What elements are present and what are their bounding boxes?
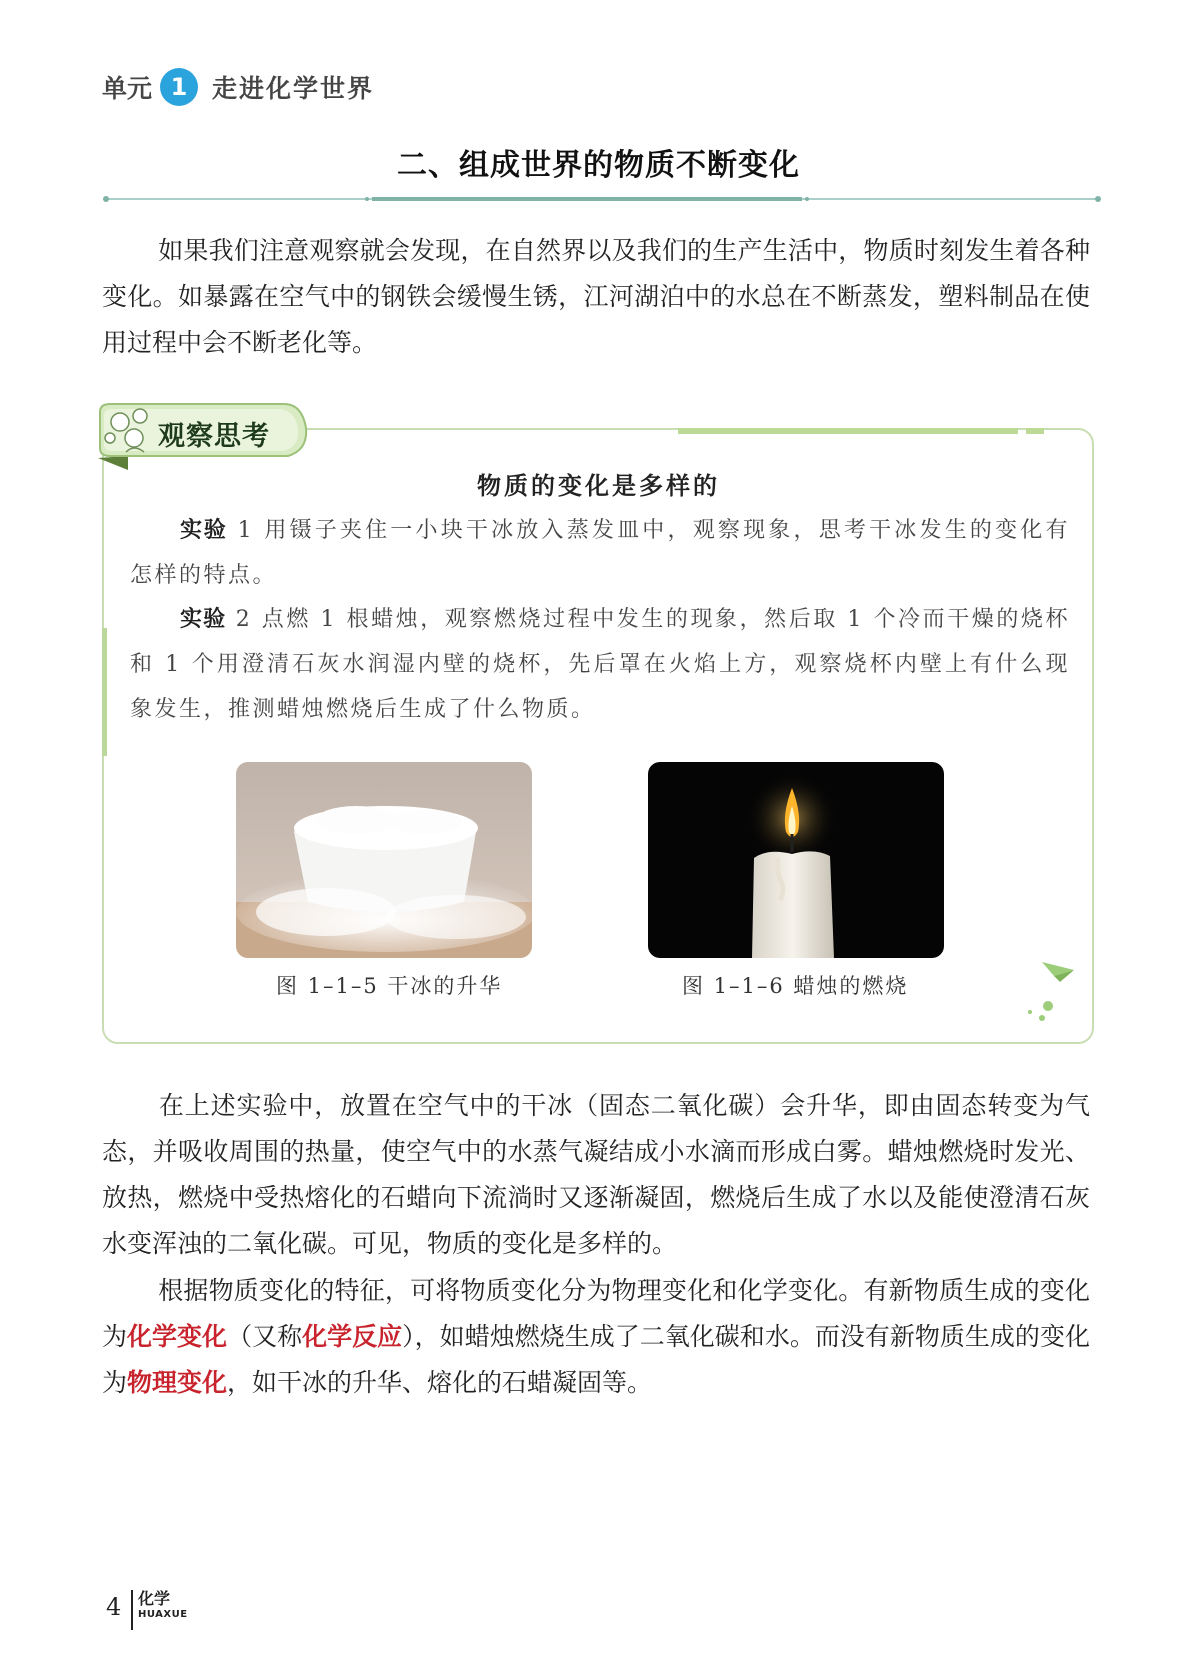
definition-text-1: 根据物质变化的特征，可将物质变化分为物理变化和化学变化。有新物质生成的变化为 <box>102 1276 1090 1351</box>
exp2-label: 实验 <box>180 607 227 632</box>
exp1-label: 实验 <box>180 518 228 543</box>
exp2-number: 2 <box>235 607 253 632</box>
definition-paragraph <box>102 1268 1090 1406</box>
unit-header <box>102 68 374 106</box>
experiment-2 <box>130 597 1070 732</box>
page-number: 4 <box>106 1593 122 1621</box>
section-title: 二、组成世界的物质不断变化 <box>397 148 800 183</box>
footer-subject <box>138 1589 188 1621</box>
dry-ice-photo <box>236 762 532 958</box>
unit-number-badge: 1 <box>160 68 198 106</box>
box-left-accent <box>102 628 107 756</box>
title-divider <box>102 195 1102 203</box>
figure-2-caption: 图 1–1–6 蜡烛的燃烧 <box>682 974 909 998</box>
definition-text-4: ，如干冰的升华、熔化的石蜡凝固等。 <box>227 1368 653 1397</box>
box-top-accent-dots <box>1026 428 1044 434</box>
paper-plane-icon <box>1016 954 1076 1024</box>
exp1-number: 1 <box>237 518 255 543</box>
thought-bubble-icon <box>111 413 129 431</box>
term-chemical-change: 化学变化 <box>127 1322 228 1351</box>
explanation-paragraph <box>102 1083 1090 1267</box>
experiment-1 <box>130 508 1070 598</box>
exp2-text: 点燃 1 根蜡烛，观察燃烧过程中发生的现象，然后取 1 个冷而干燥的烧杯和 1 个用澄清石灰水润湿内壁的烧杯，先后罩在火焰上方，观察烧杯内壁上有什么现象发生，推测蜡烛燃烧后生成了什么物质。 <box>130 607 1070 722</box>
footer-divider <box>131 1590 133 1630</box>
unit-label: 单元 <box>102 74 153 103</box>
thinker-head-icon <box>125 429 143 447</box>
figure-1-caption: 图 1–1–5 干冰的升华 <box>276 974 503 998</box>
candle-photo <box>648 762 944 958</box>
definition-text-3: ），如蜡烛燃烧生成了二氧化碳和水。而没有新物质生成的变化为 <box>102 1322 1090 1397</box>
box-top-accent <box>678 428 1018 434</box>
subject-pinyin: HUAXUE <box>138 1609 188 1620</box>
badge-label: 观察思考 <box>158 421 270 452</box>
definition-text-2: （又称 <box>227 1322 303 1351</box>
term-physical-change: 物理变化 <box>127 1368 228 1397</box>
intro-paragraph <box>102 228 1090 366</box>
intro-text: 如果我们注意观察就会发现，在自然界以及我们的生产生活中，物质时刻发生着各种变化。如暴露在空气中的钢铁会缓慢生锈，江河湖泊中的水总在不断蒸发，塑料制品在使用过程中会不断老化等。 <box>102 236 1090 357</box>
term-chemical-reaction: 化学反应 <box>302 1322 403 1351</box>
subject-name: 化学 <box>138 1589 171 1608</box>
unit-title: 走进化学世界 <box>212 74 375 103</box>
exp1-text: 用镊子夹住一小块干冰放入蒸发皿中，观察现象，思考干冰发生的变化有怎样的特点。 <box>130 518 1070 588</box>
explanation-text: 在上述实验中，放置在空气中的干冰（固态二氧化碳）会升华，即由固态转变为气态，并吸收周围的热量，使空气中的水蒸气凝结成小水滴而形成白雾。蜡烛燃烧时发光、放热，燃烧中受热熔化的石蜡向下流淌时又逐渐凝固，燃烧后生成了水以及能使澄清石灰水变浑浊的二氧化碳。可见，物质的变化是多样的。 <box>102 1091 1090 1258</box>
box-heading: 物质的变化是多样的 <box>477 471 720 500</box>
